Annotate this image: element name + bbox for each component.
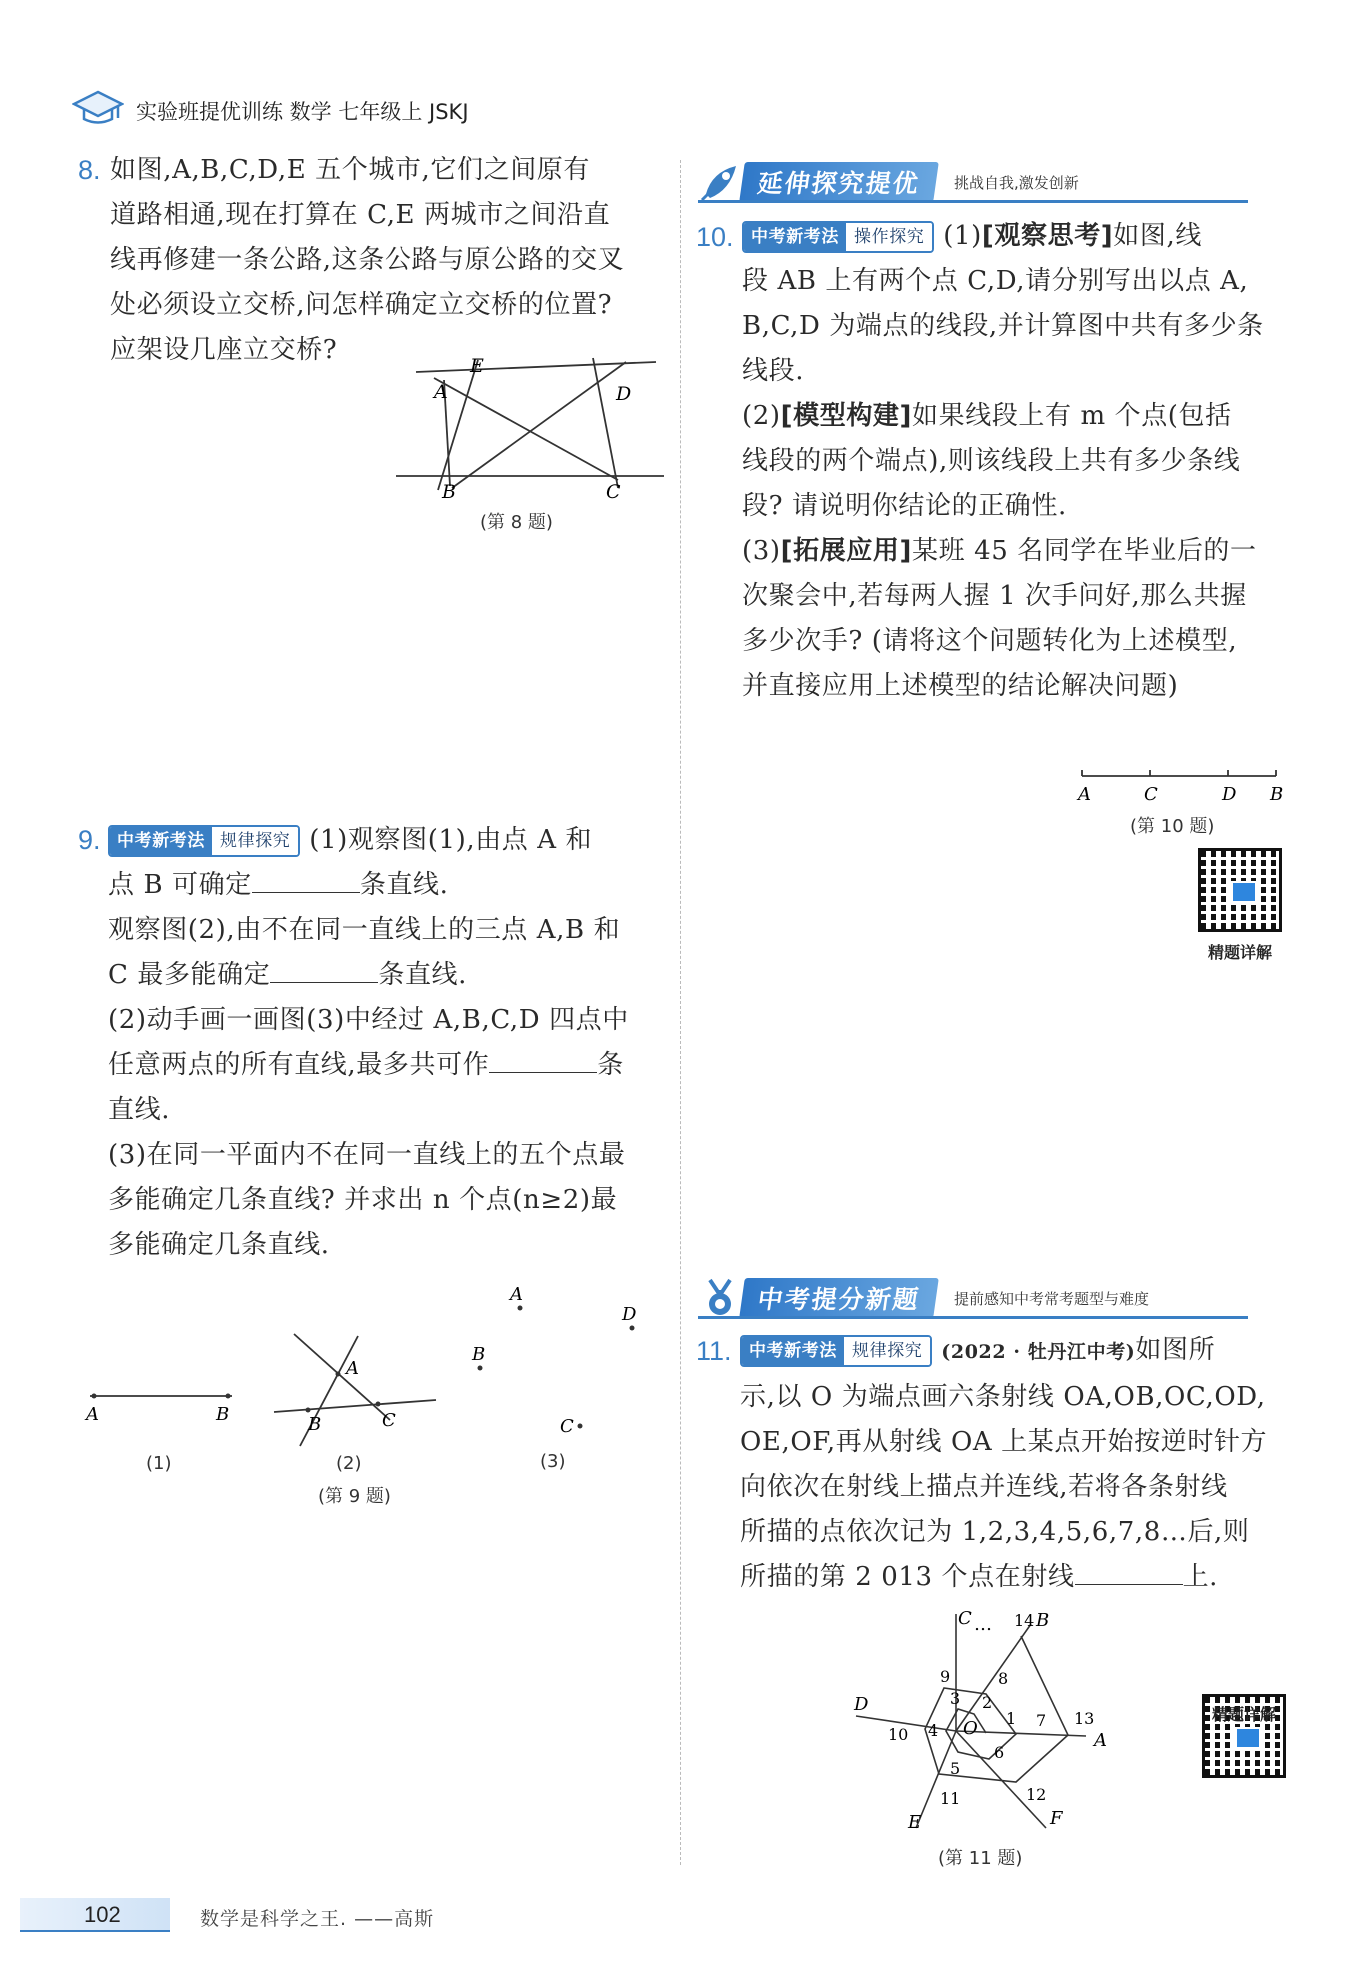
q11-n9: 9 (940, 1667, 951, 1686)
q10-line-6: 线段的两个端点),则该线段上共有多少条线 (742, 446, 1241, 476)
q11-n6: 6 (994, 1743, 1005, 1762)
q8-label-a: A (434, 381, 448, 403)
q9-fig2-a: A (346, 1358, 359, 1379)
q9-figure-3 (460, 1280, 660, 1440)
q10-label-a: A (1078, 784, 1091, 805)
q9-text-6a: 任意两点的所有直线,最多共可作 (108, 1050, 490, 1080)
q10-caption: (第 10 题) (1130, 816, 1215, 837)
section-line-exam (698, 1316, 1248, 1319)
q9-number: 9. (78, 825, 101, 855)
q9-line-7: 直线. (108, 1095, 171, 1125)
q10-line-4: 线段. (742, 356, 805, 386)
q10-line-3: B,C,D 为端点的线段,并计算图中共有多少条 (742, 311, 1264, 341)
q11-label-d: D (854, 1694, 869, 1715)
q9-line-2 (108, 863, 668, 908)
q10-line-7: 段? 请说明你结论的正确性. (742, 491, 1067, 521)
q9-text-2a: 点 B 可确定 (108, 870, 252, 900)
q11-label-o: O (963, 1718, 978, 1739)
q8-line: 如图,A,B,C,D,E 五个城市,它们之间原有 (110, 155, 591, 185)
q8-label-b: B (442, 481, 456, 503)
section-line-extend (698, 200, 1248, 203)
q9-line-5: (2)动手画一画图(3)中经过 A,B,C,D 四点中 (108, 1005, 629, 1035)
q9-figure-2 (270, 1330, 440, 1450)
q9-fig3-b: B (472, 1344, 486, 1365)
q9-fig2-b: B (308, 1414, 322, 1435)
column-divider (680, 160, 681, 1865)
q11-n14: 14 (1014, 1611, 1035, 1630)
rocket-icon (698, 162, 742, 202)
q10-number: 10. (696, 222, 734, 252)
section-sub-extend: 挑战自我,激发创新 (954, 173, 1079, 192)
q11-source: (2022 · 牡丹江中考) (941, 1341, 1136, 1363)
section-banner-exam (698, 1278, 1149, 1318)
q10-bracket-2: [模型构建] (780, 401, 913, 431)
header-logo-icon (72, 88, 124, 128)
q10-qr-label: 精题详解 (1207, 943, 1272, 962)
q11-line-3: OE,OF,再从射线 OA 上某点开始按逆时针方 (740, 1427, 1268, 1457)
q9-line-1 (108, 818, 668, 863)
q9-tag-a: 中考新考法 (110, 827, 212, 855)
q11-n7: 7 (1036, 1711, 1047, 1730)
q10-tag-a: 中考新考法 (744, 223, 846, 251)
q11-n5: 5 (950, 1759, 961, 1778)
q9-line-4 (108, 953, 668, 998)
q9-tag-b: 规律探究 (212, 827, 298, 855)
q8-figure (388, 350, 668, 510)
q11-tag-a: 中考新考法 (742, 1337, 844, 1365)
q9-fig3-d: D (622, 1304, 637, 1325)
q9-fig3-c: C (560, 1416, 574, 1437)
q8-label-c: C (606, 481, 621, 503)
header-title: 实验班提优训练 数学 七年级上 JSKJ (136, 100, 469, 124)
q11-text-1: 如图所 (1135, 1335, 1216, 1365)
q11-text (740, 1328, 1300, 1600)
q9-text-6b: 条 (597, 1050, 624, 1080)
q8-number: 8. (78, 155, 101, 185)
q9-tag (108, 825, 300, 857)
q10-text-1c: 如图,线 (1113, 221, 1202, 251)
footer-quote: 数学是科学之王. ——高斯 (200, 1908, 435, 1930)
q9-line-8: (3)在同一平面内不在同一直线上的五个点最 (108, 1140, 626, 1170)
q10-tag-b: 操作探究 (846, 223, 932, 251)
q8-line: 处必须设立交桥,问怎样确定立交桥的位置? (110, 290, 613, 320)
q8-line: 道路相通,现在打算在 C,E 两城市之间沿直 (110, 200, 611, 230)
q9-line-3: 观察图(2),由不在同一直线上的三点 A,B 和 (108, 915, 621, 945)
q9-figure-1 (80, 1380, 240, 1460)
q9-fig1-b: B (216, 1404, 230, 1425)
q11-label-dots: … (974, 1614, 992, 1635)
q11-n13: 13 (1074, 1709, 1095, 1728)
q11-n3: 3 (950, 1689, 961, 1708)
q8-line: 线再修建一条公路,这条公路与原公路的交叉 (110, 245, 625, 275)
q9-text-4a: C 最多能确定 (108, 960, 271, 990)
q11-n4: 4 (928, 1721, 939, 1740)
q11-n1: 1 (1006, 1709, 1017, 1728)
q8-line: 应架设几座立交桥? (110, 335, 338, 365)
q11-label-b: B (1036, 1610, 1050, 1631)
q10-line-1 (742, 214, 1292, 259)
q8-label-d: D (616, 383, 632, 405)
q8-text (110, 148, 670, 373)
q9-fig3-a: A (510, 1284, 523, 1305)
q11-blank[interactable] (1075, 1558, 1183, 1585)
q9-line-6 (108, 1043, 668, 1088)
q10-label-c: C (1144, 784, 1158, 805)
q10-text-8a: (3) (742, 536, 781, 566)
q11-n2: 2 (982, 1693, 993, 1712)
q10-text-8c: 某班 45 名同学在毕业后的一 (912, 536, 1257, 566)
q10-line-8 (742, 529, 1292, 574)
q10-text-5c: 如果线段上有 m 个点(包括 (912, 401, 1232, 431)
q11-figure (846, 1606, 1136, 1836)
q10-figure (1070, 764, 1290, 814)
q10-qr-code[interactable] (1198, 848, 1282, 932)
q9-text-4b: 条直线. (378, 960, 468, 990)
q10-tag (742, 221, 934, 253)
q11-caption: (第 11 题) (938, 1848, 1023, 1869)
q10-label-d: D (1222, 784, 1237, 805)
q11-number: 11. (696, 1336, 732, 1366)
q10-label-b: B (1270, 784, 1284, 805)
q9-line-9: 多能确定几条直线? 并求出 n 个点(n≥2)最 (108, 1185, 618, 1215)
q9-fig1-label: (1) (146, 1453, 172, 1474)
section-title-exam: 中考提分新题 (739, 1278, 939, 1318)
q9-fig3-label: (3) (540, 1451, 566, 1472)
q10-bracket-1: [观察思考] (981, 221, 1114, 251)
q9-text-1: (1)观察图(1),由点 A 和 (309, 825, 593, 855)
q9-line-10: 多能确定几条直线. (108, 1230, 330, 1260)
q9-blank-3[interactable] (489, 1046, 597, 1073)
q9-fig2-c: C (382, 1410, 396, 1431)
q11-label-e: E (908, 1812, 922, 1833)
q9-fig1-a: A (86, 1404, 99, 1425)
q9-caption: (第 9 题) (318, 1486, 391, 1507)
q11-line-1 (740, 1328, 1300, 1375)
q11-n8: 8 (998, 1669, 1009, 1688)
q10-text (742, 214, 1292, 709)
q11-line-4: 向依次在射线上描点并连线,若将各条射线 (740, 1472, 1228, 1502)
q10-line-11: 并直接应用上述模型的结论解决问题) (742, 671, 1179, 701)
q11-text-6b: 上. (1182, 1562, 1219, 1592)
q11-line-5: 所描的点依次记为 1,2,3,4,5,6,7,8…后,则 (740, 1517, 1250, 1547)
q9-text (108, 818, 668, 1268)
q10-bracket-3: [拓展应用] (780, 536, 913, 566)
q10-line-5 (742, 394, 1292, 439)
medal-icon (698, 1278, 742, 1318)
section-title-extend: 延伸探究提优 (739, 162, 939, 202)
q11-n11: 11 (940, 1789, 961, 1808)
q11-tag-b: 规律探究 (844, 1337, 930, 1365)
q11-text-6a: 所描的第 2 013 个点在射线 (740, 1562, 1075, 1592)
q9-fig2-label: (2) (336, 1453, 362, 1474)
q11-qr-label: 精题详解 (1211, 1705, 1276, 1724)
section-sub-exam: 提前感知中考常考题型与难度 (954, 1289, 1150, 1308)
page-number: 102 (84, 1902, 121, 1927)
q11-label-f: F (1050, 1808, 1063, 1829)
q11-label-a: A (1094, 1730, 1107, 1751)
q11-n10: 10 (888, 1725, 909, 1744)
q11-tag (740, 1335, 932, 1367)
q9-blank-2[interactable] (270, 956, 378, 983)
section-banner-extend (698, 162, 1079, 202)
q11-line-6 (740, 1555, 1300, 1600)
q8-label-e: E (470, 355, 484, 377)
q8-caption: (第 8 题) (480, 512, 553, 533)
q10-line-9: 次聚会中,若每两人握 1 次手问好,那么共握 (742, 581, 1247, 611)
q10-text-1a: (1) (943, 221, 982, 251)
q9-text-2b: 条直线. (359, 870, 449, 900)
q10-line-10: 多少次手? (请将这个问题转化为上述模型, (742, 626, 1238, 656)
q11-label-c: C (958, 1608, 972, 1629)
q11-n12: 12 (1026, 1785, 1047, 1804)
q11-line-2: 示,以 O 为端点画六条射线 OA,OB,OC,OD, (740, 1382, 1266, 1412)
q10-line-2: 段 AB 上有两个点 C,D,请分别写出以点 A, (742, 266, 1249, 296)
q10-text-5a: (2) (742, 401, 781, 431)
q9-blank-1[interactable] (252, 866, 360, 893)
